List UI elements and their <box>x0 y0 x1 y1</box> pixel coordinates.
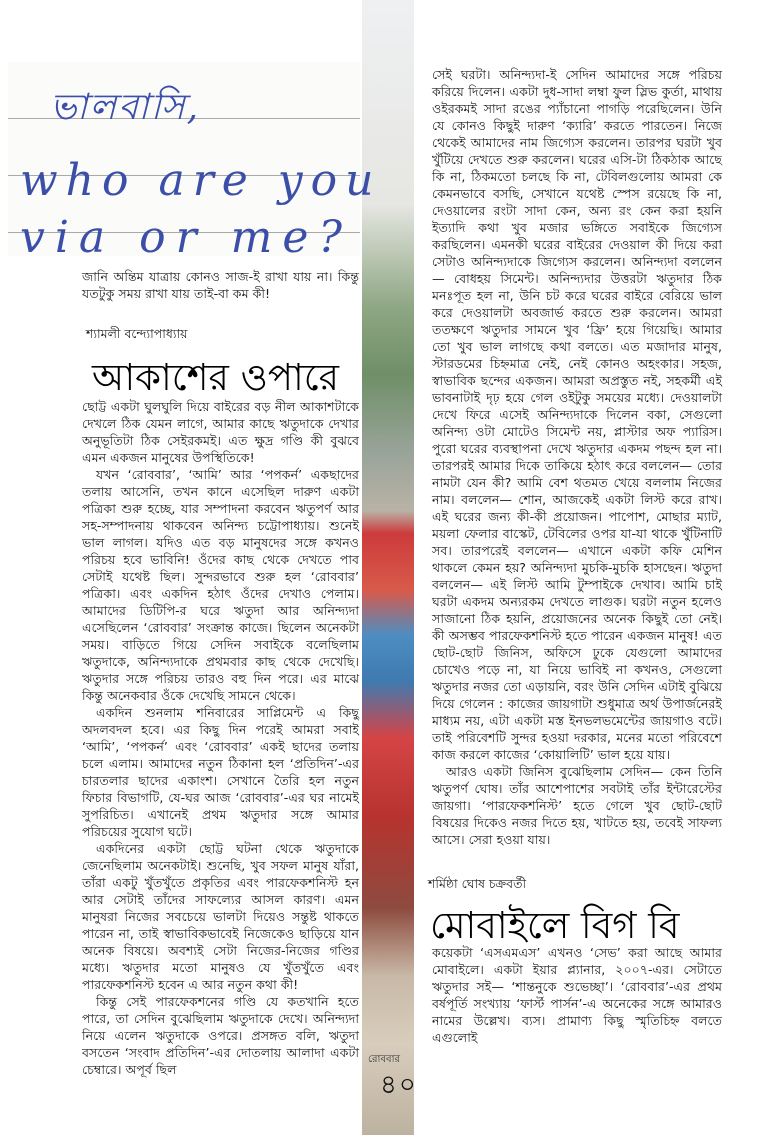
handwritten-line-2: who are you <box>20 155 382 206</box>
article1-body <box>82 398 359 1078</box>
article1-paragraph: ছোট্ট একটা ঘুলঘুলি দিয়ে বাইরের বড় নীল আকাশটাকে দেখলে ঠিক যেমন লাগে, আমার কাছে ঋতুদাকে দেখার অনুভূতিটা ঠিক সেইরকমই। এত ক্ষুদ্র গণ্ডি কী বুঝবে এমন একজন মানুষের উপস্থিতিকে! <box>82 399 359 465</box>
article1-author: শ্যামলী বন্দ্যোপাধ্যায় <box>86 326 188 341</box>
article1-paragraph: একদিন শুনলাম শনিবারের সাপ্লিমেন্ট এ কিছু অদলবদল হবে। এর কিছু দিন পরেই আমরা সবাই ‘আমি’, ‘পপকর্ন’ এবং ‘রোববার’ একই ছাদের তলায় চলে এলাম। আমাদের নতুন ঠিকানা হল ‘প্রতিদিন’-এর চারতলার ছাদের একাংশ। সেখানে তৈরি হল নতুন ফিচার বিভাগটি, যে-ঘর আজ ‘রোববার’-এর ঘর নামেই সুপরিচিত। এখানেই প্রথম ঋতুদার সঙ্গে আমার পরিচয়ের সুযোগ ঘটে। <box>82 705 359 839</box>
handwritten-line-3: via or me? <box>20 212 353 263</box>
magazine-name-caption: রোববার <box>368 1054 400 1065</box>
page-number: ৪০ <box>380 1070 418 1100</box>
handwritten-line-1: ভালবাসি, <box>50 87 201 128</box>
article1-paragraph: যখন ‘রোববার’, ‘আমি’ আর ‘পপকর্ন’ একছাদের তলায় আসেনি, তখন কানে এসেছিল দারুণ একটা পত্রিকা শুরু হচ্ছে, যার সম্পাদনা করবেন ঋতুপর্ণ আর সহ-সম্পাদনায় থাকবেন অনিন্দ্য চট্টোপাধ্যায়। শুনেই ভাল লাগল। যদিও এত বড় মানুষদের সঙ্গে কখনও পরিচয় হবে ভাবিনি! ওঁদের কাছ থেকে দেখতে পাব সেটাই যথেষ্ট ছিল। সুন্দরভাবে শুরু হল ‘রোববার’ পত্রিকা। এবং একদিন হঠাৎ ওঁদের দেখাও পেলাম। আমাদের ডিটিপি-র ঘরে ঋতুদা আর অনিন্দ্যদা এসেছিলেন ‘রোববার’ সংক্রান্ত কাজে। ছিলেন অনেকটা সময়। বাড়িতে গিয়ে সেদিন সবাইকে বলেছিলাম ঋতুদাকে, অনিন্দ্যদাকে প্রথমবার কাছ থেকে দেখেছি। ঋতুদার সঙ্গে পরিচয় তারও বহু দিন পরে। এর মাঝে কিন্তু অনেকবার ওঁকে দেখেছি সামনে থেকে। <box>82 467 359 703</box>
article2-body <box>432 944 722 1046</box>
article1-paragraph: একদিনের একটা ছোট্ট ঘটনা থেকে ঋতুদাকে জেনেছিলাম অনেকটাই। শুনেছি, খুব সফল মানুষ যাঁরা, তাঁরা একটু খুঁতখুঁতে প্রকৃতির এবং পারফেকশনিস্ট হন আর সেটাই তাঁদের সাফল্যের আসল কারণ। এমন মানুষরা নিজের সবচেয়ে ভালটা দিয়েও সন্তুষ্ট থাকতে পারেন না, তাই স্বাভাবিকভাবেই নিজেকেও ছাড়িয়ে যান অনেক বিষয়ে। অবশ্যই সেটা নিজের-নিজের গণ্ডির মধ্যে। ঋতুদার মতো মানুষও যে খুঁতখুঁতে এবং পারফেকশনিস্ট হবেন এ আর নতুন কথা কী! <box>82 841 359 992</box>
article2-title: মোবাইলে বিগ বি <box>430 904 680 947</box>
article2-paragraph: কয়েকটা ‘এসএমএস’ এখনও ‘সেভ’ করা আছে আমার মোবাইলে। একটা ইয়ার প্ল্যানার, ২০০৭-এর। সেটাতে ঋতুদার সই— ‘শান্তনুকে শুভেচ্ছা’। ‘রোববার’-এর প্রথম বর্ষপূর্তি সংখ্যায় ‘ফার্স্ট পার্সন’-এ অনেকের সঙ্গে আমারও নামের উল্লেখ। ব্যস। প্রামাণ্য কিছু স্মৃতিচিহ্ন বলতে এগুলোই <box>432 945 722 1045</box>
intro-paragraph: জানি অন্তিম যাত্রায় কোনও সাজ-ই রাখা যায় না। কিন্তু যতটুকু সময় রাখা যায় তাই-বা কম কী! <box>82 269 359 301</box>
article1-paragraph: কিন্তু সেই পারফেকশনের গণ্ডি যে কতখানি হতে পারে, তা সেদিন বুঝেছিলাম ঋতুদাকে দেখে। অনিন্দ্যদা নিয়ে এলেন ঋতুদাকে ওপরে। প্রসঙ্গত বলি, ঋতুদা বসতেন ‘সংবাদ প্রতিদিন’-এর দোতলায় আলাদা একটা চেম্বারে। অপূর্ব ছিল <box>82 994 359 1077</box>
right-column-paragraph: সেই ঘরটা। অনিন্দ্যদা-ই সেদিন আমাদের সঙ্গে পরিচয় করিয়ে দিলেন। একটা দুধ-সাদা লম্বা ফুল স্লিভ কুর্তা, মাথায় ওইরকমই সাদা রঙের প্যাঁচানো পাগড়ি পরেছিলেন। উনি যে কোনও কিছুই দারুণ ‘ক্যারি’ করতে পারতেন। নিজে থেকেই আমাদের নাম জিগ্যেস করলেন। তারপর ঘরটা খুব খুঁটিয়ে দেখতে শুরু করলেন। ঘরের এসি-টা ঠিকঠাক আছে কি না, ঠিকমতো চলছে কি না, টেবিলগুলোয় আমরা কে কেমনভাবে বসছি, সেখানে যথেষ্ট স্পেস রয়েছে কি না, দেওয়ালের রংটা সাদা কেন, অন্য রং কেন করা হয়নি ইত্যাদি কথা খুব মজার ভঙ্গিতে সবাইকে জিগ্যেস করছিলেন। এমনকী ঘরের বাইরের দেওয়াল কী দিয়ে করা সেটাও অনিন্দ্যদাকে জিগ্যেস করলেন। অনিন্দ্যদা বললেন— বোধহয় সিমেন্ট। অনিন্দ্যদার উত্তরটা ঋতুদার ঠিক মনঃপূত হল না, উনি চট করে ঘরের বাইরে বেরিয়ে ভাল করে দেওয়ালটা অবজার্ভ করতে শুরু করলেন। আমরা ততক্ষণে ঋতুদার সামনে খুব ‘ফ্রি’ হয়ে গিয়েছি। আমার তো খুব ভাল লাগছে কথা বলতে। এত মজাদার মানুষ, স্টারডমের চিহ্নমাত্র নেই, নেই কোনও অহংকার। সহজ, স্বাভাবিক ছন্দের একজন। আমরা অপ্রস্তুত নই, সহকর্মী এই ভাবনাটাই দৃঢ় হয়ে গেল ওইটুকু সময়ের মধ্যে। দেওয়ালটা দেখে ফিরে এসেই অনিন্দ্যদাকে দিলেন বকা, সেগুলো অনিন্দ্য ওটা মোটেও সিমেন্ট নয়, প্লাস্টার অফ প্যারিস। পুরো ঘরের ব্যবস্থাপনা দেখে ঋতুদার একদম পছন্দ হল না। তারপরই আমার দিকে তাকিয়ে হঠাৎ করে বললেন— তোর নামটা যেন কী? আমি বেশ থতমত খেয়ে বললাম নিজের নাম। বললেন— শোন, আজকেই একটা লিস্ট করে রাখ। এই ঘরের জন্য কী-কী প্রয়োজন। পাপোশ, মোছার ম্যাট, ময়লা ফেলার বাস্কেট, টেবিলের ওপর যা-যা থাকে খুঁটিনাটি সব। তারপরেই বললেন— এখানে একটা কফি মেশিন থাকলে কেমন হয়? অনিন্দ্যদা মুচকি-মুচকি হাসছেন। ঋতুদা বললেন— এই লিস্ট আমি টুম্পাইকে দেখাব। আমি চাই ঘরটা একদম অন্যরকম দেখতে লাগুক। ঘরটা নতুন হলেও সাজানো ঠিক হয়নি, প্রয়োজনের অনেক কিছুই তো নেই। কী অসম্ভব পারফেকশনিস্ট হতে পারেন একজন মানুষ! এত ছোট-ছোট জিনিস, অফিসে ঢুকে যেগুলো আমাদের চোখেও পড়ে না, যা নিয়ে ভাবিই না কখনও, সেগুলো ঋতুদার নজর তো এড়ায়নি, বরং উনি সেদিন এটাই বুঝিয়ে দিয়ে গেলেন : কাজের জায়গাটা শুধুমাত্র অর্থ উপার্জনেরই মাধ্যম নয়, এটা একটা মস্ত ইনভলভমেন্টের জায়গাও বটে। তাই পরিবেশটি সুন্দর হওয়া দরকার, মনের মতো পরিবেশে কাজ করলে কাজের ‘কোয়ালিটি’ ভাল হয়ে যায়। <box>432 67 722 762</box>
article1-title: আকাশের ওপারে <box>92 356 339 399</box>
right-column-body <box>432 66 722 848</box>
right-column-paragraph: আরও একটা জিনিস বুঝেছিলাম সেদিন— কেন তিনি ঋতুপর্ণ ঘোষ। তাঁর আশেপাশের সবটাই তাঁর ইন্টারেস্টের জায়গা। ‘পারফেকশনিস্ট’ হতে গেলে খুব ছোট-ছোট বিষয়ের দিকেও নজর দিতে হয়, খাটতে হয়, তবেই সাফল্য আসে। সেরা হওয়া যায়। <box>432 764 722 847</box>
article2-author: শর্মিষ্ঠা ঘোষ চক্রবর্তী <box>428 876 527 891</box>
